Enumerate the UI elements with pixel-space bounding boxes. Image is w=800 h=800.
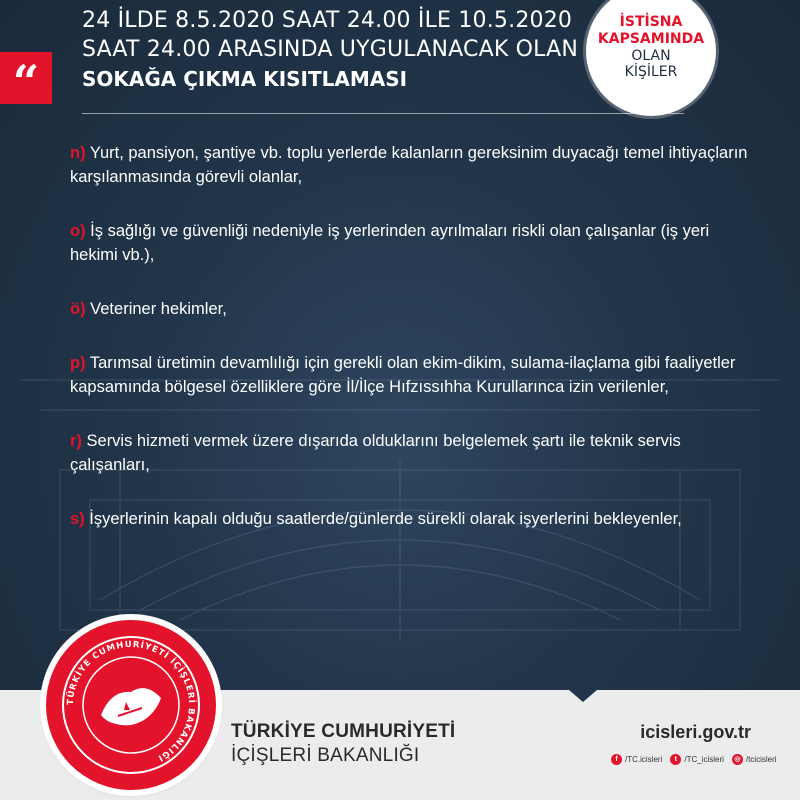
list-item bbox=[70, 351, 760, 399]
item-text: Tarımsal üretimin devamlılığı için gerekli olan ekim-dikim, sulama-ilaçlama gibi faaliyetler kapsamında bölgesel özelliklere göre İl/İlçe Hıfzıssıhha Kurullarınca izin verilenler, bbox=[70, 354, 736, 396]
social-facebook[interactable] bbox=[611, 754, 662, 765]
social-instagram[interactable] bbox=[732, 754, 777, 765]
header-line-2: SAAT 24.00 ARASINDA UYGULANACAK OLAN bbox=[82, 37, 579, 62]
item-letter: p) bbox=[70, 354, 86, 372]
badge-line-2: KAPSAMINDA bbox=[597, 31, 705, 47]
item-letter: o) bbox=[70, 222, 86, 240]
ministry-name-line-2: İÇİŞLERİ BAKANLIĞI bbox=[231, 745, 420, 766]
header-divider bbox=[82, 113, 684, 114]
list-item bbox=[70, 219, 760, 267]
list-item bbox=[70, 141, 760, 189]
social-handle: /TC_icisleri bbox=[684, 754, 724, 764]
social-links bbox=[611, 751, 777, 767]
item-text: İşyerlerinin kapalı olduğu saatlerde/günlerde sürekli olarak işyerlerini bekleyenler, bbox=[84, 510, 682, 528]
item-letter: ö) bbox=[70, 300, 86, 318]
logo-ring-text: TÜRKİYE CUMHURİYETİ İÇİŞLERİ BAKANLIĞI bbox=[65, 639, 197, 764]
instagram-icon: ◎ bbox=[732, 754, 743, 765]
item-text: İş sağlığı ve güvenliği nedeniyle iş yerlerinden ayrılmaları riskli olan çalışanlar (iş yeri hekimi vb.), bbox=[70, 222, 710, 264]
facebook-icon: f bbox=[611, 754, 622, 765]
badge-line-4: KİŞİLER bbox=[624, 64, 678, 80]
item-letter: s) bbox=[70, 510, 85, 528]
twitter-icon: t bbox=[670, 754, 681, 765]
quote-mark-icon: “ bbox=[0, 52, 52, 104]
ministry-name bbox=[231, 720, 455, 768]
ministry-name-line-1: TÜRKİYE CUMHURİYETİ bbox=[231, 721, 456, 742]
page-title: SOKAĞA ÇIKMA KISITLAMASI bbox=[82, 67, 408, 91]
social-twitter[interactable] bbox=[670, 754, 724, 765]
item-text: Veteriner hekimler, bbox=[85, 300, 227, 318]
ministry-logo bbox=[46, 620, 216, 790]
item-letter: r) bbox=[70, 432, 82, 450]
social-handle: /TC.icisleri bbox=[625, 754, 663, 764]
website-link[interactable]: icisleri.gov.tr bbox=[640, 722, 751, 742]
footer-notch bbox=[569, 690, 597, 702]
page-header bbox=[82, 6, 602, 94]
list-item bbox=[70, 429, 760, 477]
ministry-seal-icon bbox=[46, 620, 216, 790]
item-text: Servis hizmeti vermek üzere dışarıda olduklarını belgelemek şartı ile teknik servis çalışanları, bbox=[70, 432, 681, 474]
header-line-1: 24 İLDE 8.5.2020 SAAT 24.00 İLE 10.5.2020 bbox=[82, 8, 573, 33]
item-text: Yurt, pansiyon, şantiye vb. toplu yerlerde kalanların gereksinim duyacağı temel ihtiyaçların karşılanmasında görevli olanlar, bbox=[70, 144, 748, 186]
exception-list bbox=[70, 141, 760, 561]
badge-line-1: İSTİSNA bbox=[619, 14, 683, 30]
item-letter: n) bbox=[70, 144, 86, 162]
social-handle: /tcicisleri bbox=[745, 754, 777, 764]
list-item bbox=[70, 507, 760, 531]
list-item bbox=[70, 297, 760, 321]
badge-line-3: OLAN bbox=[631, 48, 671, 64]
